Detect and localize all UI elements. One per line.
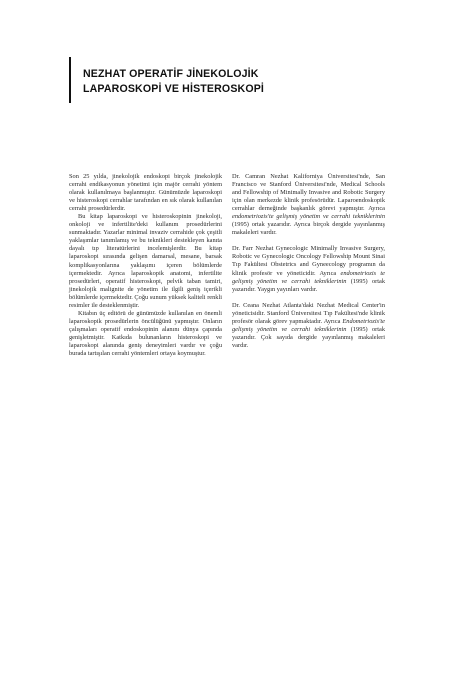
intro-paragraph: Son 25 yılda, jinekolojik endoskopi birçok jinekolojik cerrahi endikasyonun yönetimi için majör cerrahi yöntem olarak kullanılmaya başlanmıştır. Günümüzde laparoskopi ve histeroskopi cerrahlar tarafından en sık olarak kullanılan cerrahi prosedürlerdir. <box>69 173 222 213</box>
book-title <box>83 67 403 97</box>
bio-book-title: endometriozis te gelişmiş yönetim ve cerrahi tekniklerinin <box>232 269 385 285</box>
left-text-column <box>69 173 222 358</box>
camran-nezhat-bio <box>232 173 385 237</box>
bio-text: (1995) ortak yazarıdır. Çok sayıda dergide yayınlanmış makaleleri vardır. <box>232 325 385 349</box>
title-accent-rule <box>69 57 71 103</box>
farr-nezhat-bio <box>232 245 385 293</box>
title-line-2: LAPAROSKOPİ VE HİSTEROSKOPİ <box>83 83 265 95</box>
bio-book-title: Endometriozis'te gelişmiş yönetim ve cerrahi tekniklerinin <box>232 317 385 333</box>
bio-book-title: endometriozis'te gelişmiş yönetim ve cerrahi tekniklerinin <box>232 213 385 221</box>
bio-text: Dr. Ceana Nezhat Atlanta'daki Nezhat Medical Center'in yöneticisidir. Stanford Üniversitesi Tıp Fakültesi'nde klinik profesör olarak görev yapmaktadır. Ayrıca <box>232 301 385 325</box>
title-line-1: NEZHAT OPERATİF JİNEKOLOJİK <box>83 68 259 80</box>
ceana-nezhat-bio <box>232 302 385 350</box>
right-text-column <box>232 173 385 358</box>
bio-text: (1995) ortak yazarıdır. Yaygın yayınları vardır. <box>232 277 385 293</box>
book-contents-paragraph: Bu kitap laparoskopi ve histeroskopinin jinekoloji, onkoloji ve infertilite'deki kullanım prosedürlerini sunmaktadır. Yazarlar minimal invaziv cerrahide çok çeşitli yaklaşımlar tanımlamış ve bu teknikleri destekleyen kanıta dayalı tıp literatürlerini incelemişlerdir. Bu kitap laparoskopi sırasında gelişen damarsal, mesane, barsak komplikasyonlarına yaklaşımı içeren bölümlerde içermektedir. Ayrıca laparoskopik anatomi, infertilite prosedürleri, operatif histeroskopi, pelvik taban tamiri, jinekolojik malignite de yönetim ile ilgili geniş içerikli bölümlerde içermektedir. Çoğu sunum yüksek kaliteli renkli resimler ile desteklenmiştir. <box>69 213 222 309</box>
editors-paragraph: Kitabın üç editörü de günümüzde kullanılan en önemli laparoskopik prosedürlerin öncülüğünü yapmıştır. Onların çalışmaları operatif endoskopinin alanını dünya çapında genişletmiştir. Katkıda bulunanların histeroskopi ve laparoskopi alanında geniş deneyimleri vardır ve çoğu burada tartışılan cerrahi yöntemleri ortaya koymuştur. <box>69 309 222 358</box>
bio-text: (1995) ortak yazarıdır. Ayrıca birçok dergide yayınlanmış makaleleri vardır. <box>232 221 385 237</box>
bio-text: Dr. Farr Nezhat Gynecologic Minimally Invasive Surgery, Robotic ve Gynecologic Oncology Fellowship Mount Sinai Tıp Fakültesi Obstetrics and Gyneecology programın da klinik profesör ve yöneticidir. Ayrıca <box>232 245 385 277</box>
bio-text: Dr. Camran Nezhat Kaliforniya Üniversitesi'nde, San Francisco ve Stanford Üniversitesi'nde, Medical Schools and Fellowship of Minimally Invasive and Robotic Surgery için olan merkezde klinik profesörüdür. Laparoendoskopik cerrahlar derneğinde başkanlık görevi yapmıştır. Ayrıca <box>232 173 385 213</box>
